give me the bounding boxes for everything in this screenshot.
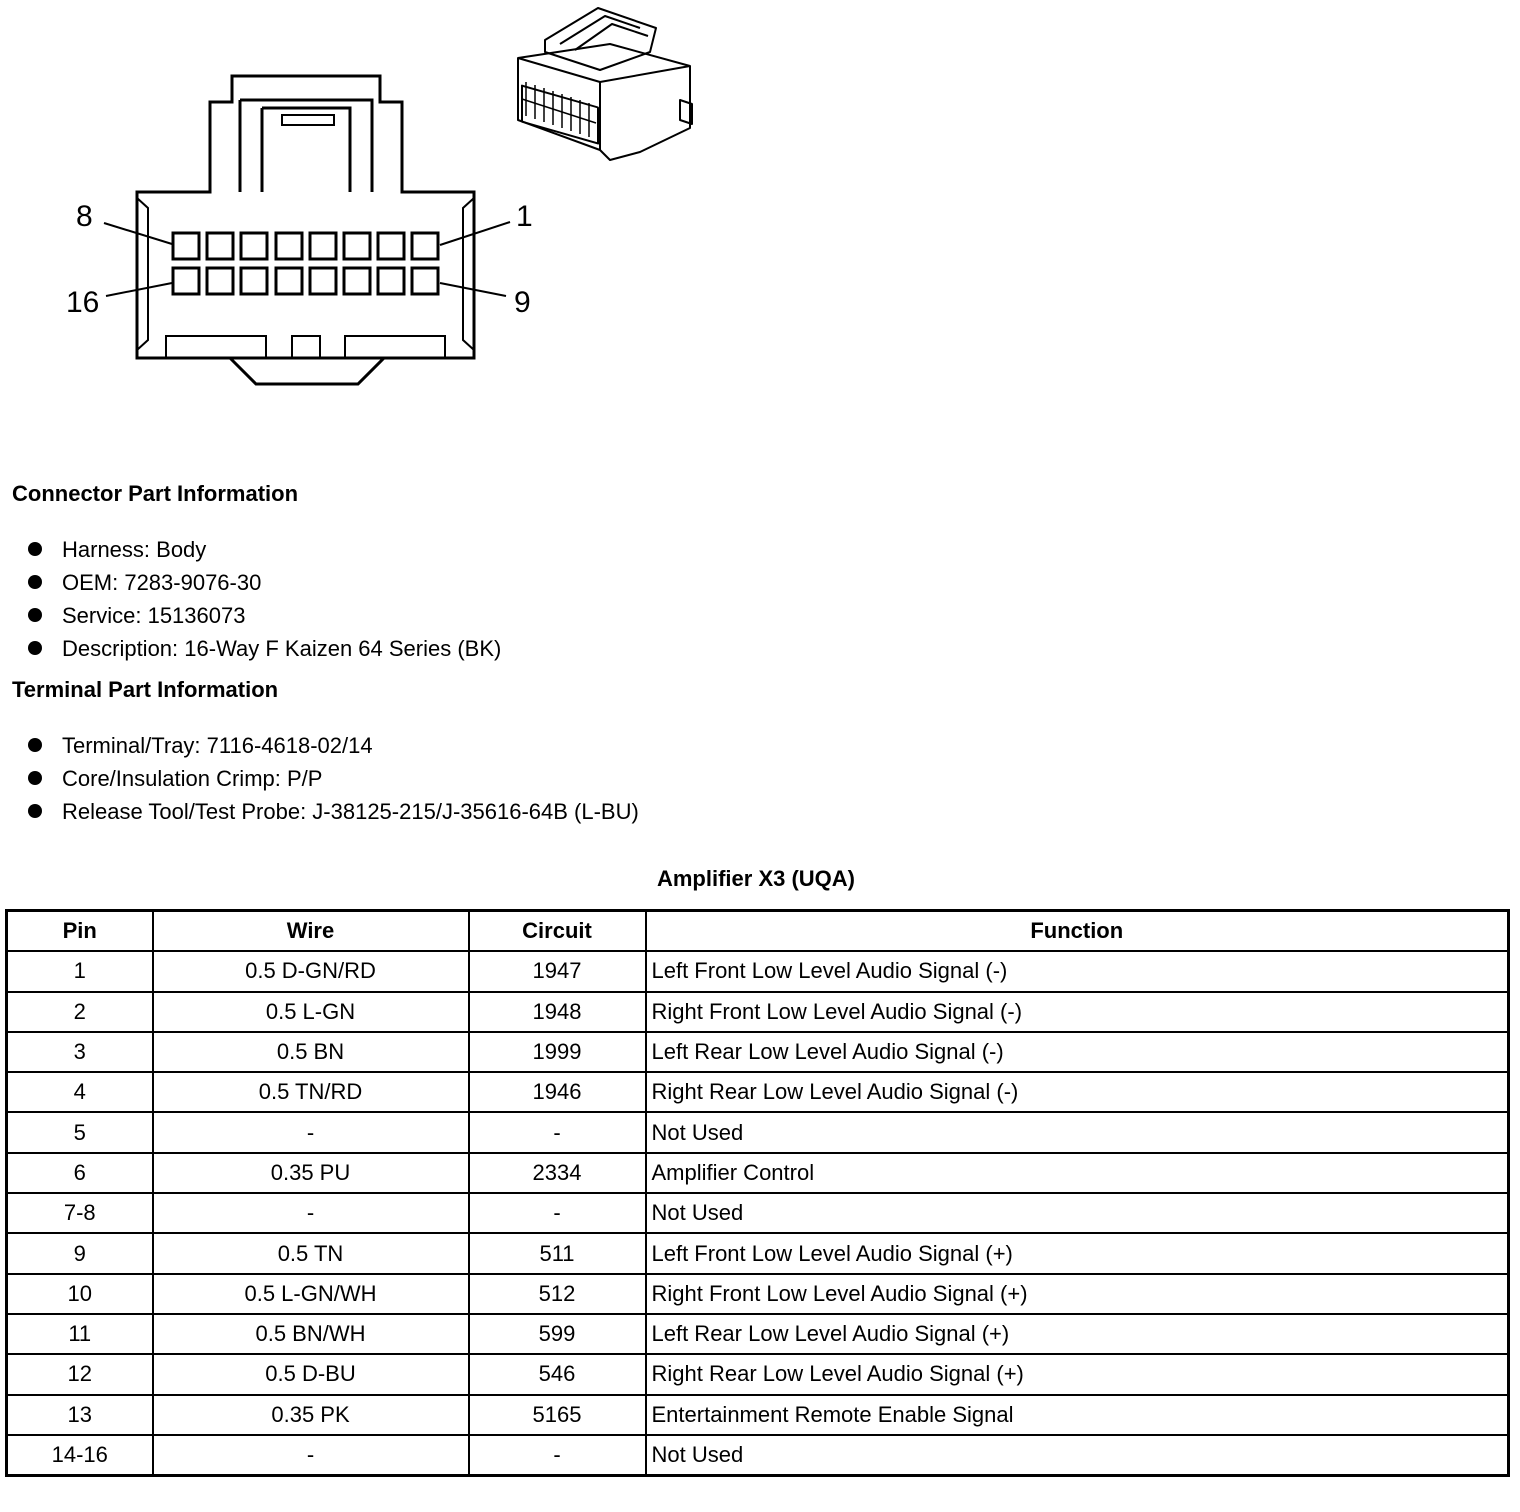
table-row <box>7 1354 1509 1394</box>
table-row <box>7 1193 1509 1233</box>
cell-wire: - <box>153 1193 469 1233</box>
bullet-icon <box>28 804 42 818</box>
cell-pin: 12 <box>7 1354 153 1394</box>
cell-wire: 0.5 L-GN <box>153 992 469 1032</box>
cell-wire: - <box>153 1112 469 1152</box>
pin-cavities-bottom-row <box>173 268 438 294</box>
connector-part-information-list <box>28 533 501 665</box>
connector-isometric-thumbnail <box>518 8 692 160</box>
cell-function: Left Front Low Level Audio Signal (+) <box>646 1233 1509 1273</box>
table-row <box>7 951 1509 991</box>
connector-part-information-heading: Connector Part Information <box>12 481 299 506</box>
cell-function: Not Used <box>646 1193 1509 1233</box>
bullet-icon <box>28 738 42 752</box>
pin-cavities-top-row <box>173 233 438 259</box>
header-pin: Pin <box>7 911 153 952</box>
cell-pin: 10 <box>7 1274 153 1314</box>
list-item: Core/Insulation Crimp: P/P <box>28 762 639 795</box>
list-item: Service: 15136073 <box>28 599 501 632</box>
cell-wire: 0.5 D-GN/RD <box>153 951 469 991</box>
bullet-icon <box>28 575 42 589</box>
cell-circuit: 546 <box>469 1354 646 1394</box>
cell-function: Right Front Low Level Audio Signal (+) <box>646 1274 1509 1314</box>
cell-circuit: 512 <box>469 1274 646 1314</box>
header-wire: Wire <box>153 911 469 952</box>
connector-latch <box>240 100 372 192</box>
list-item: Release Tool/Test Probe: J-38125-215/J-35616-64B (L-BU) <box>28 795 639 828</box>
connector-foot <box>230 358 384 384</box>
table-row <box>7 1314 1509 1354</box>
cell-wire: 0.35 PU <box>153 1153 469 1193</box>
table-row <box>7 1233 1509 1273</box>
list-item: Terminal/Tray: 7116-4618-02/14 <box>28 729 639 762</box>
cell-circuit: - <box>469 1112 646 1152</box>
terminal-part-information-heading: Terminal Part Information <box>12 677 279 702</box>
cell-wire: - <box>153 1435 469 1476</box>
pin-label-8: 8 <box>76 200 93 233</box>
cell-pin: 3 <box>7 1032 153 1072</box>
cell-function: Right Front Low Level Audio Signal (-) <box>646 992 1509 1032</box>
cell-wire: 0.5 TN <box>153 1233 469 1273</box>
cell-pin: 5 <box>7 1112 153 1152</box>
connector-housing-outline <box>137 76 474 358</box>
table-header-row <box>7 911 1509 952</box>
cell-function: Left Rear Low Level Audio Signal (+) <box>646 1314 1509 1354</box>
header-circuit: Circuit <box>469 911 646 952</box>
cell-pin: 7-8 <box>7 1193 153 1233</box>
cell-function: Amplifier Control <box>646 1153 1509 1193</box>
cell-pin: 14-16 <box>7 1435 153 1476</box>
cell-circuit: 1947 <box>469 951 646 991</box>
table-row <box>7 1072 1509 1112</box>
pin-table <box>5 909 1510 1477</box>
cell-wire: 0.5 BN/WH <box>153 1314 469 1354</box>
cell-function: Right Rear Low Level Audio Signal (-) <box>646 1072 1509 1112</box>
cell-pin: 1 <box>7 951 153 991</box>
cell-circuit: 1948 <box>469 992 646 1032</box>
cell-wire: 0.5 TN/RD <box>153 1072 469 1112</box>
cell-pin: 11 <box>7 1314 153 1354</box>
bullet-icon <box>28 771 42 785</box>
cell-circuit: 5165 <box>469 1395 646 1435</box>
cell-circuit: 1999 <box>469 1032 646 1072</box>
cell-function: Right Rear Low Level Audio Signal (+) <box>646 1354 1509 1394</box>
bullet-icon <box>28 641 42 655</box>
table-row <box>7 1274 1509 1314</box>
cell-function: Left Rear Low Level Audio Signal (-) <box>646 1032 1509 1072</box>
table-row <box>7 1435 1509 1476</box>
pin-table-title: Amplifier X3 (UQA) <box>656 866 856 891</box>
cell-pin: 4 <box>7 1072 153 1112</box>
list-item: OEM: 7283-9076-30 <box>28 566 501 599</box>
cell-circuit: 2334 <box>469 1153 646 1193</box>
header-function: Function <box>646 911 1509 952</box>
cell-wire: 0.5 D-BU <box>153 1354 469 1394</box>
cell-circuit: - <box>469 1193 646 1233</box>
cell-pin: 13 <box>7 1395 153 1435</box>
cell-circuit: 1946 <box>469 1072 646 1112</box>
table-row <box>7 1153 1509 1193</box>
cell-pin: 6 <box>7 1153 153 1193</box>
cell-function: Left Front Low Level Audio Signal (-) <box>646 951 1509 991</box>
cell-wire: 0.5 L-GN/WH <box>153 1274 469 1314</box>
bullet-icon <box>28 608 42 622</box>
cell-wire: 0.5 BN <box>153 1032 469 1072</box>
terminal-part-information-list <box>28 729 639 828</box>
cell-circuit: - <box>469 1435 646 1476</box>
pin-label-16: 16 <box>66 286 100 319</box>
cell-function: Not Used <box>646 1435 1509 1476</box>
list-item: Description: 16-Way F Kaizen 64 Series (BK) <box>28 632 501 665</box>
cell-pin: 9 <box>7 1233 153 1273</box>
cell-wire: 0.35 PK <box>153 1395 469 1435</box>
cell-circuit: 599 <box>469 1314 646 1354</box>
pin-label-1: 1 <box>516 200 533 233</box>
table-row <box>7 992 1509 1032</box>
pin-label-9: 9 <box>514 286 531 319</box>
table-row <box>7 1032 1509 1072</box>
connector-diagram <box>0 0 760 420</box>
table-row <box>7 1395 1509 1435</box>
cell-function: Not Used <box>646 1112 1509 1152</box>
cell-circuit: 511 <box>469 1233 646 1273</box>
list-item: Harness: Body <box>28 533 501 566</box>
table-row <box>7 1112 1509 1152</box>
bullet-icon <box>28 542 42 556</box>
cell-pin: 2 <box>7 992 153 1032</box>
cell-function: Entertainment Remote Enable Signal <box>646 1395 1509 1435</box>
